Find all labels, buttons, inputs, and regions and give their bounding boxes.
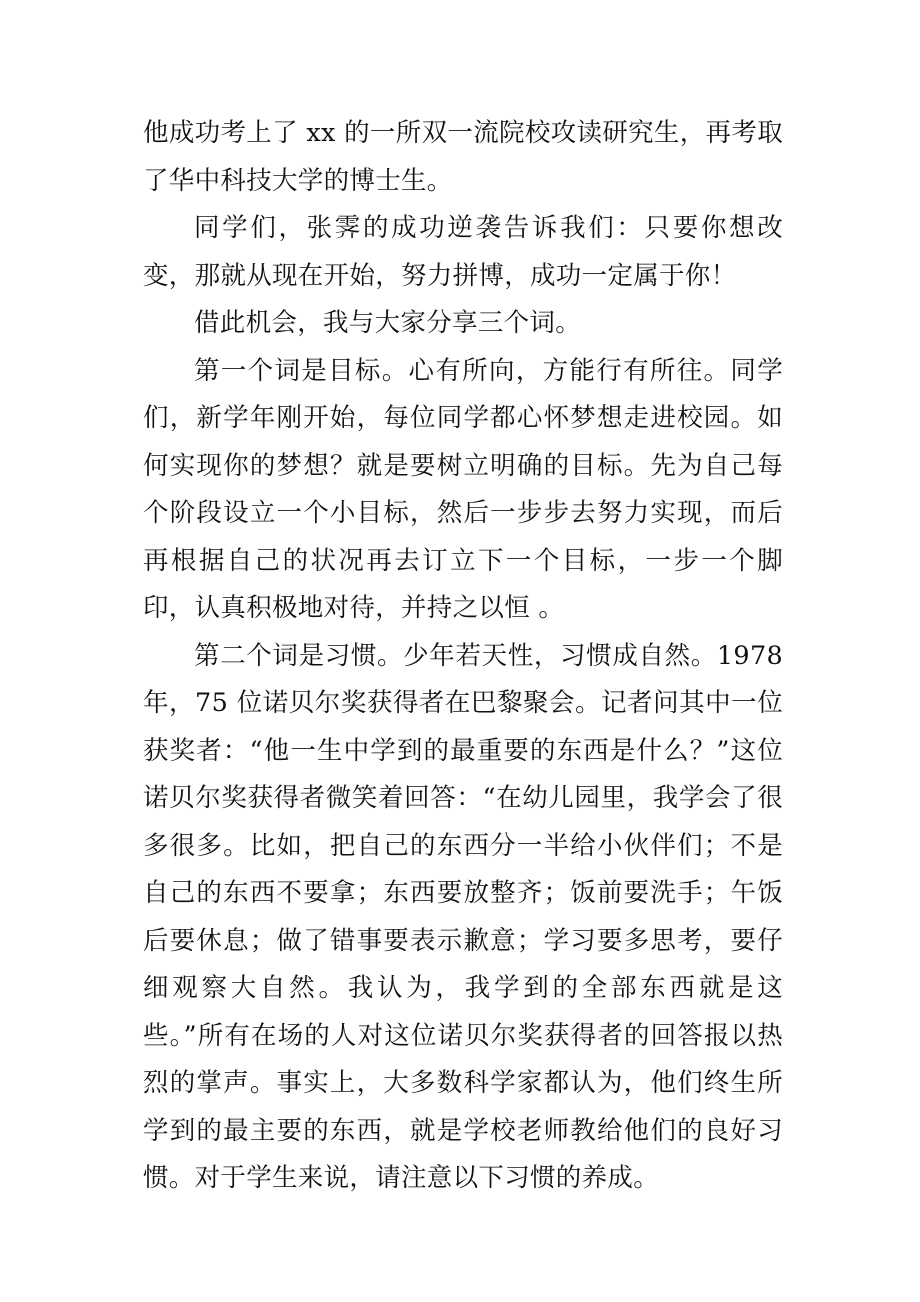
paragraph-encouragement: 同学们，张霁的成功逆袭告诉我们：只要你想改变，那就从现在开始，努力拼博，成功一定属于你！ — [143, 213, 783, 291]
document-body — [143, 110, 783, 1203]
paragraph-goal: 第一个词是目标。心有所向，方能行有所往。同学们，新学年刚开始，每位同学都心怀梦想走进校园。如何实现你的梦想？就是要树立明确的目标。先为自己每个阶段设立一个小目标，然后一步步去努力实现，而后再根据自己的状况再去订立下一个目标，一步一个脚印，认真积极地对待，并持之以恒 。 — [143, 355, 783, 623]
paragraph-habit: 第二个词是习惯。少年若天性，习惯成自然。1978 年，75 位诺贝尔奖获得者在巴黎聚会。记者问其中一位获奖者：“他一生中学到的最重要的东西是什么？”这位诺贝尔奖获得者微笑着回答：“在幼儿园里，我学会了很多很多。比如，把自己的东西分一半给小伙伴们；不是自己的东西不要拿；东西要放整齐；饭前要洗手；午饭后要休息；做了错事要表示歉意；学习要多思考，要仔细观察大自然。我认为，我学到的全部东西就是这些。”所有在场的人对这位诺贝尔奖获得者的回答报以热烈的掌声。事实上，大多数科学家都认为，他们终生所学到的最主要的东西，就是学校老师教给他们的良好习惯。对于学生来说，请注意以下习惯的养成。 — [143, 640, 783, 1193]
paragraph-continuation: 他成功考上了 xx 的一所双一流院校攻读研究生，再考取了华中科技大学的博士生。 — [143, 118, 783, 196]
paragraph-intro-three-words: 借此机会，我与大家分享三个词。 — [194, 308, 582, 338]
